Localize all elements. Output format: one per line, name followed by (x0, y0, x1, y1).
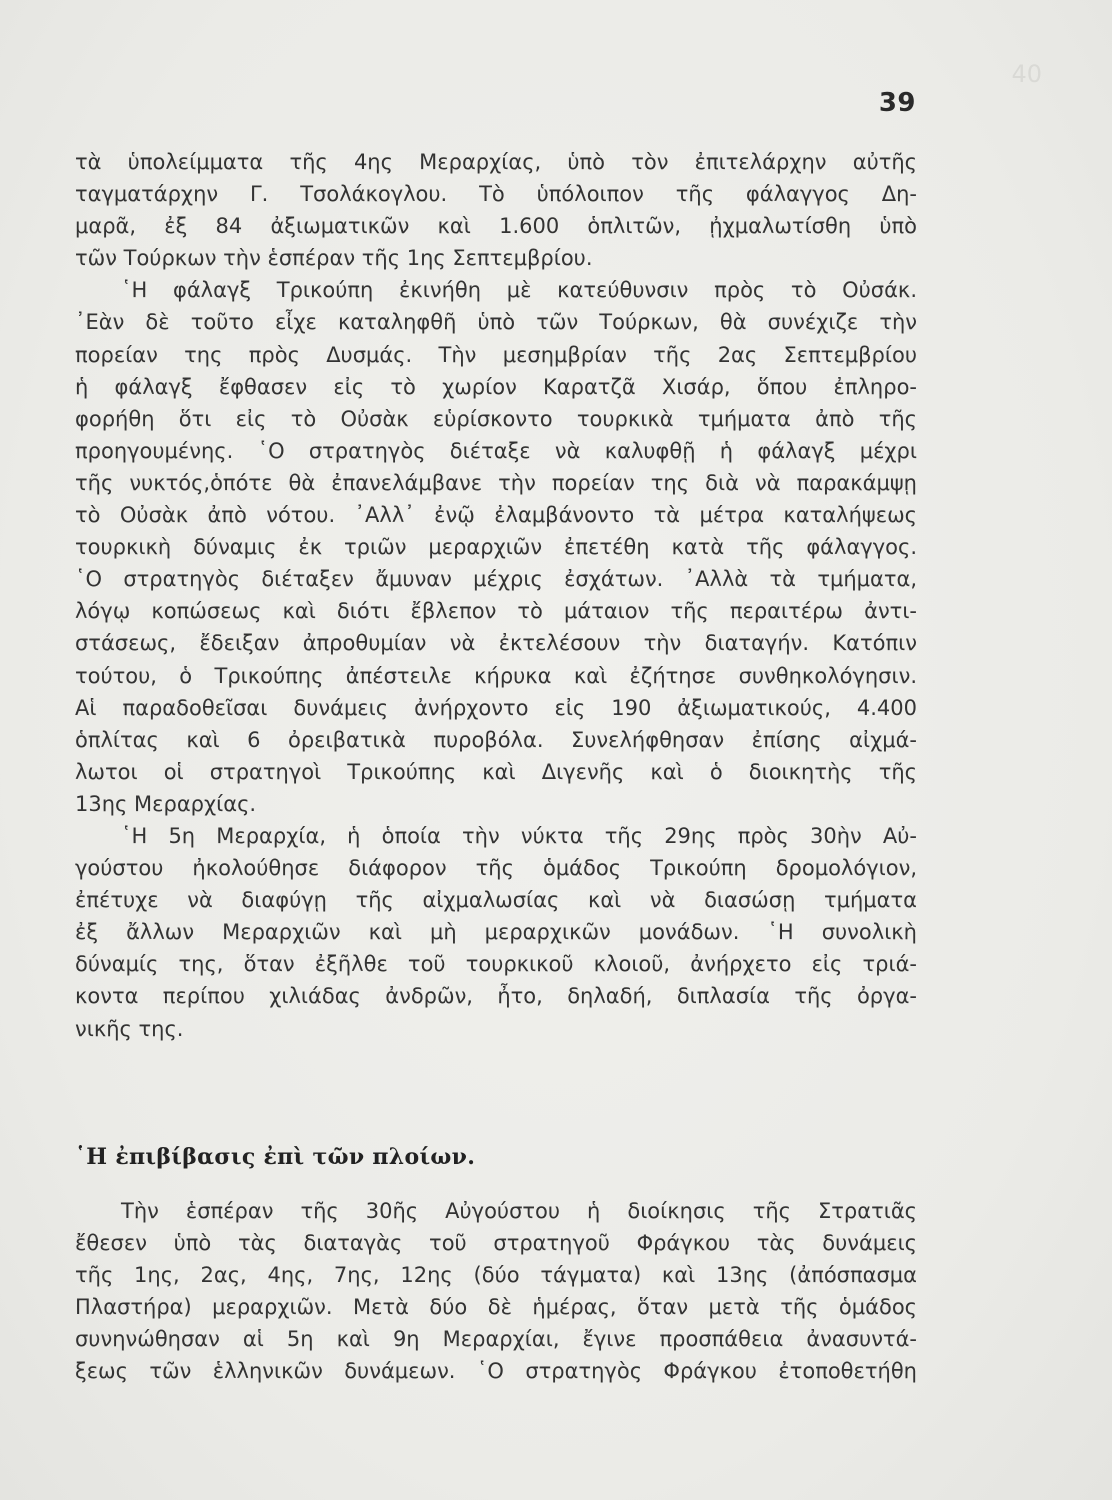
section-heading: ῾Η ἐπιβίβασις ἐπὶ τῶν πλοίων. (75, 1144, 476, 1170)
text-line: τῆς νυκτός,ὁπότε θὰ ἐπανελάμβανε τὴν πορείαν της διὰ νὰ παρακάμψῃ (75, 470, 917, 495)
text-line: νικῆς της. (75, 1016, 184, 1041)
text-line: ῾Η 5η Μεραρχία, ἡ ὁποία τὴν νύκτα τῆς 29ης πρὸς 30ὴν Αὐ- (121, 823, 917, 848)
text-line: φορήθη ὅτι εἰς τὸ Οὐσὰκ εὑρίσκοντο τουρκικὰ τμήματα ἀπὸ τῆς (75, 406, 917, 431)
text-line: τῆς 1ης, 2ας, 4ης, 7ης, 12ης (δύο τάγματα) καὶ 13ης (ἀπόσπασμα (75, 1263, 917, 1288)
text-line: λόγῳ κοπώσεως καὶ διότι ἔβλεπον τὸ μάταιον τῆς περαιτέρω ἀντι- (75, 599, 917, 624)
text-line: τούτου, ὁ Τρικούπης ἀπέστειλε κήρυκα καὶ ἐζήτησε συνθηκολόγησιν. (75, 663, 917, 688)
text-line: ᾿Εὰν δὲ τοῦτο εἶχε καταληφθῆ ὑπὸ τῶν Τούρκων, θὰ συνέχιζε τὴν (75, 310, 917, 335)
text-line: ἡ φάλαγξ ἔφθασεν εἰς τὸ χωρίον Καρατζᾶ Χισάρ, ὅπου ἐπληρο- (75, 374, 917, 399)
text-line: μαρᾶ, ἐξ 84 ἀξιωματικῶν καὶ 1.600 ὁπλιτῶν, ᾐχμαλωτίσθη ὑπὸ (75, 214, 917, 239)
body-text-section-1 (75, 146, 917, 1045)
text-line: δύναμίς της, ὅταν ἐξῆλθε τοῦ τουρκικοῦ κλοιοῦ, ἀνήρχετο εἰς τριά- (75, 952, 917, 977)
text-line: συνηνώθησαν αἱ 5η καὶ 9η Μεραρχίαι, ἔγινε προσπάθεια ἀνασυντά- (75, 1327, 917, 1352)
text-line: προηγουμένης. ῾Ο στρατηγὸς διέταξε νὰ καλυφθῇ ἡ φάλαγξ μέχρι (75, 438, 917, 463)
text-line: κοντα περίπου χιλιάδας ἀνδρῶν, ἦτο, δηλαδή, διπλασία τῆς ὀργα- (75, 984, 917, 1009)
text-line: τὰ ὑπολείμματα τῆς 4ης Μεραρχίας, ὑπὸ τὸν ἐπιτελάρχην αὐτῆς (75, 150, 917, 174)
text-line: ἔθεσεν ὑπὸ τὰς διαταγὰς τοῦ στρατηγοῦ Φράγκου τὰς δυνάμεις (75, 1231, 917, 1256)
text-line: λωτοι οἱ στρατηγοὶ Τρικούπης καὶ Διγενῆς καὶ ὁ διοικητὴς τῆς (75, 759, 917, 784)
text-line: ἐξ ἄλλων Μεραρχιῶν καὶ μὴ μεραρχικῶν μονάδων. ῾Η συνολικὴ (75, 920, 917, 945)
text-line: πορείαν της πρὸς Δυσμάς. Τὴν μεσημβρίαν τῆς 2ας Σεπτεμβρίου (75, 342, 917, 367)
body-text-section-2 (75, 1195, 917, 1388)
text-line: Αἱ παραδοθεῖσαι δυνάμεις ἀνήρχοντο εἰς 190 ἀξιωματικούς, 4.400 (75, 695, 917, 720)
text-line: ῾Η φάλαγξ Τρικούπη ἐκινήθη μὲ κατεύθυνσιν πρὸς τὸ Οὐσάκ. (121, 278, 917, 303)
text-line: Τὴν ἑσπέραν τῆς 30ῆς Αὐγούστου ἡ διοίκησις τῆς Στρατιᾶς (121, 1199, 917, 1223)
text-line: στάσεως, ἔδειξαν ἀπροθυμίαν νὰ ἐκτελέσουν τὴν διαταγήν. Κατόπιν (75, 631, 917, 656)
text-line: τουρκικὴ δύναμις ἐκ τριῶν μεραρχιῶν ἐπετέθη κατὰ τῆς φάλαγγος. (75, 535, 917, 560)
text-line: τῶν Τούρκων τὴν ἑσπέραν τῆς 1ης Σεπτεμβρίου. (75, 246, 593, 271)
text-line: ἐπέτυχε νὰ διαφύγῃ τῆς αἰχμαλωσίας καὶ νὰ διασώσῃ τμήματα (75, 888, 917, 913)
text-line: ξεως τῶν ἑλληνικῶν δυνάμεων. ῾Ο στρατηγὸς Φράγκου ἐτοποθετήθη (75, 1359, 917, 1384)
text-line: τὸ Οὐσὰκ ἀπὸ νότου. ᾿Αλλ᾿ ἐνῷ ἐλαμβάνοντο τὰ μέτρα καταλήψεως (75, 503, 917, 528)
text-line: ὁπλίτας καὶ 6 ὀρειβατικὰ πυροβόλα. Συνελήφθησαν ἐπίσης αἰχμά- (75, 727, 917, 752)
text-line: ῾Ο στρατηγὸς διέταξεν ἄμυναν μέχρις ἐσχάτων. ᾿Αλλὰ τὰ τμήματα, (75, 567, 917, 592)
bleed-through-page-number: 40 (1011, 60, 1042, 88)
text-line: Πλαστήρα) μεραρχιῶν. Μετὰ δύο δὲ ἡμέρας, ὅταν μετὰ τῆς ὁμάδος (75, 1295, 917, 1320)
text-line: 13ης Μεραρχίας. (75, 791, 257, 816)
page-number: 39 (878, 88, 916, 118)
text-line: γούστου ἠκολούθησε διάφορον τῆς ὁμάδος Τρικούπη δρομολόγιον, (75, 856, 917, 881)
text-line: ταγματάρχην Γ. Τσολάκογλου. Τὸ ὑπόλοιπον τῆς φάλαγγος Δη- (75, 182, 917, 207)
